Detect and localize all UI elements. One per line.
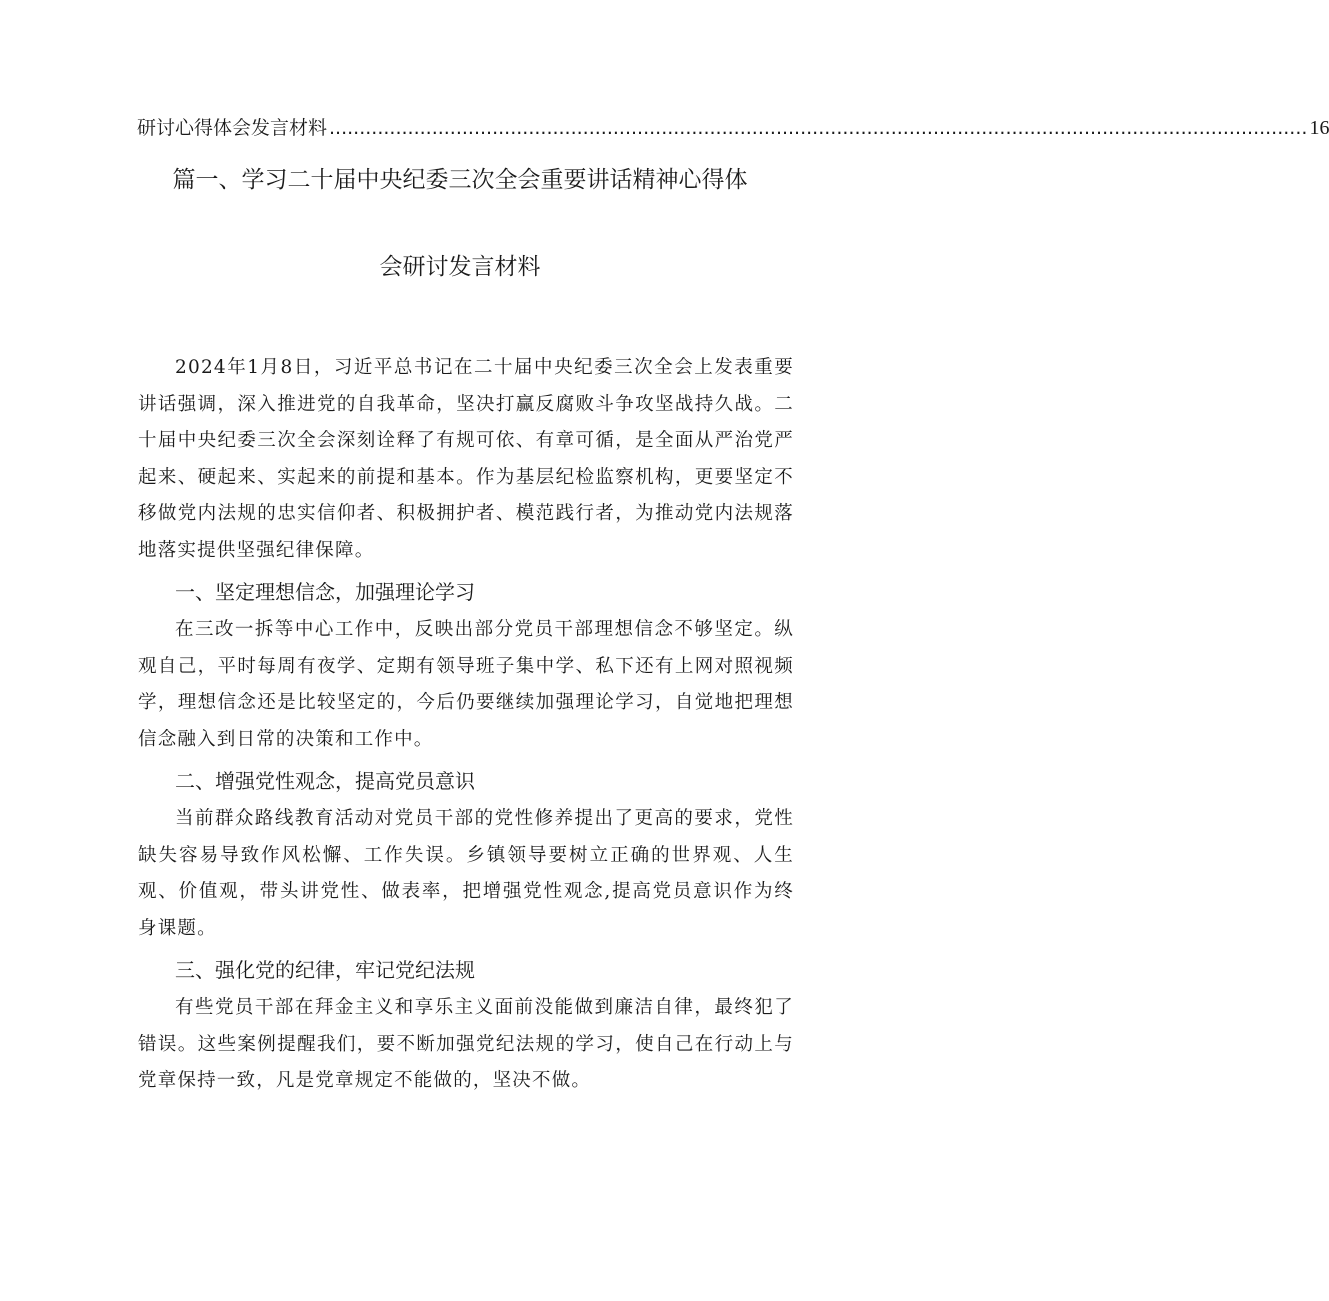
section-paragraph-3: 有些党员干部在拜金主义和享乐主义面前没能做到廉洁自律，最终犯了错误。这些案例提醒我们，要不断加强党纪法规的学习，使自己在行动上与党章保持一致，凡是党章规定不能做的，坚决不做。 xyxy=(138,997,794,1091)
section-heading-2: 二、增强党性观念，提高党员意识 xyxy=(175,769,475,793)
document-title-line-1: 篇一、学习二十届中央纪委三次全会重要讲话精神心得体 xyxy=(172,167,748,193)
section-heading-3: 三、强化党的纪律，牢记党纪法规 xyxy=(175,958,475,982)
toc-page-number: 16 xyxy=(1309,117,1329,139)
section-heading-1: 一、坚定理想信念，加强理论学习 xyxy=(175,580,475,604)
document-body xyxy=(138,350,794,1100)
document-title-line-2: 会研讨发言材料 xyxy=(379,254,541,280)
toc-leader-dots: .................................................................................................................................................................. xyxy=(329,117,1308,139)
intro-paragraph: 2024年1月8日，习近平总书记在二十届中央纪委三次全会上发表重要讲话强调，深入推进党的自我革命，坚决打赢反腐败斗争攻坚战持久战。二十届中央纪委三次全会深刻诠释了有规可依、有章可循，是全面从严治党严起来、硬起来、实起来的前提和基本。作为基层纪检监察机构，更要坚定不移做党内法规的忠实信仰者、积极拥护者、模范践行者，为推动党内法规落地落实提供坚强纪律保障。 xyxy=(138,357,794,561)
toc-entry[interactable] xyxy=(137,116,1329,140)
toc-entry-title: 研讨心得体会发言材料 xyxy=(137,117,328,139)
section-paragraph-2: 当前群众路线教育活动对党员干部的党性修养提出了更高的要求，党性缺失容易导致作风松懈、工作失误。乡镇领导要树立正确的世界观、人生观、价值观，带头讲党性、做表率，把增强党性观念,提高党员意识作为终身课题。 xyxy=(138,808,794,939)
section-paragraph-1: 在三改一拆等中心工作中，反映出部分党员干部理想信念不够坚定。纵观自己，平时每周有夜学、定期有领导班子集中学、私下还有上网对照视频学，理想信念还是比较坚定的，今后仍要继续加强理论学习，自觉地把理想信念融入到日常的决策和工作中。 xyxy=(138,619,794,750)
